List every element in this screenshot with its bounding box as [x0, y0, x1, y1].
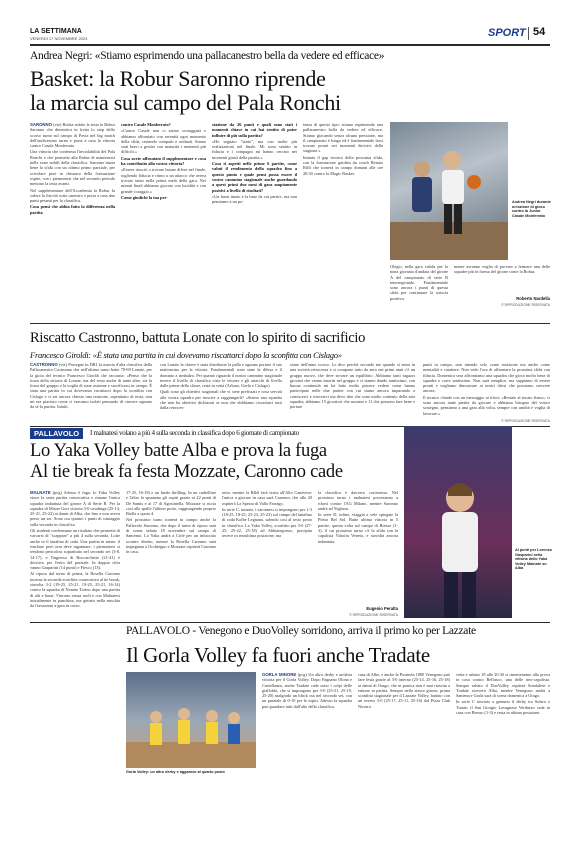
article4-top-rule — [30, 622, 550, 623]
article4-photo-caption: Gorla Volley: un altro derby e aggancio al quarto posto — [126, 770, 225, 774]
section-divider — [528, 27, 529, 40]
article1-bottom-rule — [30, 323, 550, 324]
article4-headline: Il Gorla Volley fa fuori anche Tradate — [126, 643, 430, 667]
masthead-rule — [30, 44, 550, 46]
article1-column-1: SARONNO (vtz) Rialza subito la testa la Robur Saronno che dimentica in fretta lo stop dello scorso turno sul campo di Pavia nel big match dell'undicesimo turno e porta a casa la vittoria contro Casale Monferrato. Una vittoria che conferma l'inviolabilità del Pala Ronchi e che permette alla Robur di mantenersi nelle zone nobili della classifica. Saronno inizia bene la sfida con un ottimo primo parziale, per scivolare però in chiusura della formazione ospite, con i piemontesi che nel secondo periodo mettono la testa avanti. Nel supplementare dell'Accademia la Robur fa valere la fisicità sotto canestro e porta a casa due punti pesanti per la classifica. Cosa pensi che abbia fatto la differenza nella partita — [30, 122, 115, 215]
article1-column-3: stazione da 26 punti e quali sono stati i momenti chiave in cui hai sentito di poter influire di più sulla partita? «Ho segnato "tanto", ma con molte più realizzazioni nel finale. Mi sono sentito in fiducia e i compagni mi hanno cercato nei momenti giusti della partita.» Cosa ti aspetti nelle prime 6 partite, come valuti il rendimento della squadra fino a questo punto e quale pensi possa essere il vostro cammino stagionale anche guardando a quest primi due mesi di gara ampiamente positivi a livello di risultati? «Un buon inizio è la base da cui partire, ma non pensiamo a un pa- — [212, 122, 297, 205]
article1-column-4: tenza di questo tipo: stiamo esprimendo una pallacanestro bella da vedere ed efficace. Stiamo giocando senza alcuna pressione, ma il campionato è lungo ed è fondamentale farsi trovare pronti nei momenti decisivi della stagione.» Intanto il gap tecnico della prossima sfida, con la formazione guidata da coach Renato Riffi che tornerà in campo domani alle ore 20:30 contro la Magic Basket. — [303, 122, 383, 176]
article2-column-3: sione dell'anno scorso. Lo dico perché secondo me quando si entra in una società retrocessa e si compone tutto da zero nei primi anni c'è un gruppo nuovo, che deve trovare un equilibrio. Abbiamo tanti ragazzi giovani che vanno inseriti nel gruppo e ci stanno dando tantissimo, con buona continuità mi ha fatto molto piacere vedere come hanno partecipato nelle due partite con cui siamo ancora imparando a conoscerci e ritrovarci ma devo dire che sono molto contento della mia squadra, abbiamo 15 giocatori che ruotano e 11 che possono fare bene e portare — [290, 362, 415, 410]
article2-column-1: CASTRONNO (vtz) Prosegue in DR1 la marcia d'alta classifica della Pallacanestro Castronno che nell'ultimo turno batte 70-69 Lonate, per la gioia del tecnico Francesco Giroldi che racconta: «Penso che la forza della vittoria di Lonate, ma del resto anche di tante altre, sia la forza del gruppo e la voglia di stare assieme e sacrificarsi in campo. È stata una partita in cui dovevamo riscattarci dopo la sconfitta con Cislago e ci sei ancora chiesto una reazione, soprattutto di testa, non mi era piaciuto come ci eravamo isolati pensando di vincere ognuno da sé la partita. Infatti, — [30, 362, 152, 410]
masthead-brand: LA SETTIMANA — [30, 28, 82, 35]
article4-column-2: casa di Albe, e anche la Posnerla 1880 Venegono può fare festa grazie al 3-0 interno (25-14, 25-16, 25-18) ai danni di Orago, che in pratica non è mai riuscita a entrare in partita. Sempre nello stesso girone, prima sconfitta stagionale per il Lazzate Volley, battuto con un severo 3-0 (25-17, 25-11, 25-16) dal Pizza Club Novara. — [358, 672, 450, 709]
article3-column-1: MALNATE (pcg) Adesso è fuga: lo Yaka Volley vince la sesta partita consecutiva e rimane l'unica squadra imbattuta del girone A di Serie B. Per la squadra di Mister Gori vittoria 3-0 casalinga (25-14, 25-21, 25-22) ai danni di Alba, che fino a non aveva perso un set. Sono ora quattro i punti di vantaggio sulla seconda in classifica. Gli studenti confermano un risultato che permette di varcarsi di "scappare" a più 4 sulla seconda. Lotte anche se il fanalino di coda. Una partita in meno: il risultato però non deve ingannare: i piemontesi si rendono pericolosi soprattutto nel secondo set (3-8, 14-17), e l'ingresso di Boccarchetto (21-21) è decisivo per l'esito del parziale. In doppia cifra vanno Gasparini (14 punti) e Fiesco (13). Al riposo dal turno di prima, la Rosella Caronno incassa la seconda sconfitta consecutiva al tie break, stavolta 3-2 (19-25, 25-21, 19-25, 25-21, 16-14) contro la squadra di Nonato Torino dopo una partita di alti e bassi. Vincono senza ruoli e con Malnatesi inizialmente in panchina, ma gettato nella mischia da Gavazzeni a gara in corso. — [30, 490, 120, 609]
article4-column-1: GORLA MINORE (pcg) Un altro derby e un'altra vittoria per il Gorla Volley. Dopo Fagnano Olona e Castellanza, anche Tradate cade sotto i colpi delle gialloblu, che si impongono per 3-0 (25-21, 25-19, 25-20) malgrado un black out nel secondo set, con un parziale di 0-10 per le ospiti. Adesso la squadra può guardare tutti dall'alto della classifica. — [262, 672, 352, 709]
article3-credit: © RIPRODUZIONE RISERVATA — [349, 613, 398, 617]
article1-photo-caption: Andrea Negri durante un'azione di gioco contro la Junior Casale Monferrato — [512, 200, 551, 218]
article2-credit: © RIPRODUZIONE RISERVATA — [501, 419, 550, 423]
article4-column-3: vetta e sabato 18 alle 20.30 si rimetteranno alla prova in casa contro Bellusco, una delle neo-capolista. Sempre sabato il DuoVolley ospiterà Sondalese e Tradate riceverà Alba, mentre Venegono andrà a Santena e Gorla sarà di scena domenica a Orago. In serie C rinviato a gennaio il derby tra Solaro e Turate; il San Giorgio Lavagnese Verdazzo cade in casa con Bresso (1-3) e resta in ultima posizione. — [456, 672, 550, 716]
article3-photo-caption: Ai punti per Lorenzo Gasparini nella vittoria dello Yaka Volley Malnate su Alba — [515, 548, 552, 571]
volleyball-player-image — [404, 426, 512, 618]
article3-tagline: I malnatesi volano a più 4 sulla seconda in classifica dopo 6 giornate di campionato — [90, 429, 299, 437]
article1-credit: © RIPRODUZIONE RISERVATA — [501, 303, 550, 307]
article2-column-2: con Lonate la chiave è stata distribuire la palla e ognuno portare il suo mattoncino per la vittoria. Fondamentali sono state la difesa e il dominio a rimbalzo. Per quanto riguarda il nostro cammino stagionale invece il livello di classifica viste le vittorie e gli attacchi di livello dalle prime della classe, resta in vetta (Arluno, Gorla e Cislago). Quali sono gli obiettivi stagionali che vi siete prefissati e cosa servirà alla vostra squadra per riuscire a raggiungerli? «Siamo una squadra che non ha obiettivi dichiarati se non che dobbiamo riscattarci tutti dalla retroces- — [160, 362, 282, 411]
article1-photo — [390, 122, 508, 260]
article4-photo — [126, 672, 256, 768]
article3-photo — [404, 426, 512, 618]
article2-subhead: Francesco Giroldi: «È stata una partita in cui dovevamo riscattarci dopo la sconfitta con Cislago» — [30, 350, 342, 360]
article3-headline-line2: Al tie break fa festa Mozzate, Caronno cade — [30, 462, 343, 482]
article3-author: Eugenio Peralta — [366, 606, 398, 611]
article1-column-2: contro Casale Monferrato? «Contro Casale non ci siamo scoraggiati e abbiamo affrontato con serenità ogni momento della sfida, restando compatti e ordinati. Siamo stati bravi a gestire con maturità i momenti più difficili.» Cosa avete affrontato il supplementare e cosa ha contribuito alla vostra vittoria? «Essere riusciti a trovare buone difese nel finale, togliendo fiducia e ritmo a un attacco che aveva trovato tanto nella prima metà della gara. Nei minuti finali abbiamo giocato con lucidità e con grande coraggio.» Come giudichi la tua pre- — [121, 122, 206, 200]
page-number: 54 — [533, 26, 546, 38]
article1-headline-line1: Basket: la Robur Saronno riprende — [30, 66, 326, 91]
article1-author: Roberto Nardella — [516, 296, 550, 301]
article3-column-4: la classifica è davvero cortissima. Nel prossimo turno i malnatesi proveranno a rifarsi contro l'AG Milano, mentre Saronno andrà ad Yoghera. In serie D, infine, viaggia a vele spiegate la Pietra Bel Sol. Batte ultima vittoria in 5 partite, questa volta sul campo di Bresso (1-3), il cui prossimo turno c'è la sfida con la capolista Vittoria Veneto, e stavolta ancora imbattuta. — [318, 490, 398, 544]
article1-column-6: mente avranno voglia di provare a fermare una delle squadre più in forma del girone come la Robur. — [454, 264, 550, 275]
article1-kicker: Andrea Negri: «Stiamo esprimendo una pallacanestro bella da vedere ed efficace» — [30, 50, 385, 62]
section-label: SPORT — [488, 27, 526, 39]
article2-headline: Riscatto Castronno, battuta Lonate con lo spirito di sacrificio — [30, 330, 366, 346]
masthead-date: VENERDÌ 17 NOVEMBRE 2023 — [30, 36, 88, 41]
article4-tagline: PALLAVOLO - Venegono e DuoVolley sorridono, arriva il primo ko per Lazzate — [126, 625, 476, 637]
article1-headline-line2: la marcia sul campo del Pala Ronchi — [30, 90, 341, 115]
article3-column-3: retto, mentre la R&S farà visita all'Alto Canavese; l'unica a giocare in casa sarà Caronno, che alle 20 ospiterà La Spezia di Vallo Farrago. In serie C, intanto, i saronnesi si impongono per 1-3 (18-25, 18-25, 25-23, 25-23) sul campo del fanalino di coda Kolbe Legnano, salendo così al sesto posto in classifica. Lo Yaka Volley, sconfitto per 3-0 (27-25, 25-22, 25-18) ad Abbiategrasso, precipita invece in terzultima posizione, ma — [222, 490, 312, 539]
article3-section-label: PALLAVOLO — [30, 428, 83, 439]
article1-column-5: Olegio, nella gara valida per la nona giornata d'andata del girone A del campionato di serie B interregionale. Fondamentale sono ancora i punti di questa sfida per continuare la striscia positiva. — [390, 264, 448, 301]
article3-headline-line1: Lo Yaka Volley batte Alba e prova la fuga — [30, 441, 327, 461]
article3-column-2: 17-25, 16-18) e un finale thrilling. In un carbellino e l'altro la spuntano gli ospiti grazie ai 22 punti di De Santis e ai 17 di Agostinella. Mozzate si riscia così alle spalle l'ultimo posto, raggiungendo proprio Biella a quota 4. Nel prossimo turno tornerà in campo anche la Pallavolo Saronno, che dopo il turno di riposo sarà di scena sabato 18 novembre sul campo di Sanremo. Lo Yaka andrà a Cirié per un infuocato scontro diretto, mentre la Rosella Caronno sarà impegnata a Occhieppo e Mozzate ospiterà Caronno in casa. — [126, 490, 216, 555]
article2-column-4: punti in campo, non intendo solo come rotazione ma anche come mentalità e carattere. Non vedo l'ora di affrontare la prossima sfida con fiducia. Domenica sera affrontiamo una squadra che gioca molto bene di squadra e corre tantissimo. Non sarà semplice, ma sappiamo di essere pronti e vogliamo dimostrare ai nostri tifosi che possiamo crescere ancora. Il tecnico chiude con un messaggio ai tifosi: «Restate al nostro fianco, ci sono ancora tante partite da giocare e abbiamo bisogno del vostro sostegno, pensiamo a una gara alla volta, sempre con umiltà e voglia di lavorare.» — [423, 362, 550, 416]
volleyball-team-image — [126, 672, 256, 768]
basketball-player-image — [390, 122, 508, 260]
